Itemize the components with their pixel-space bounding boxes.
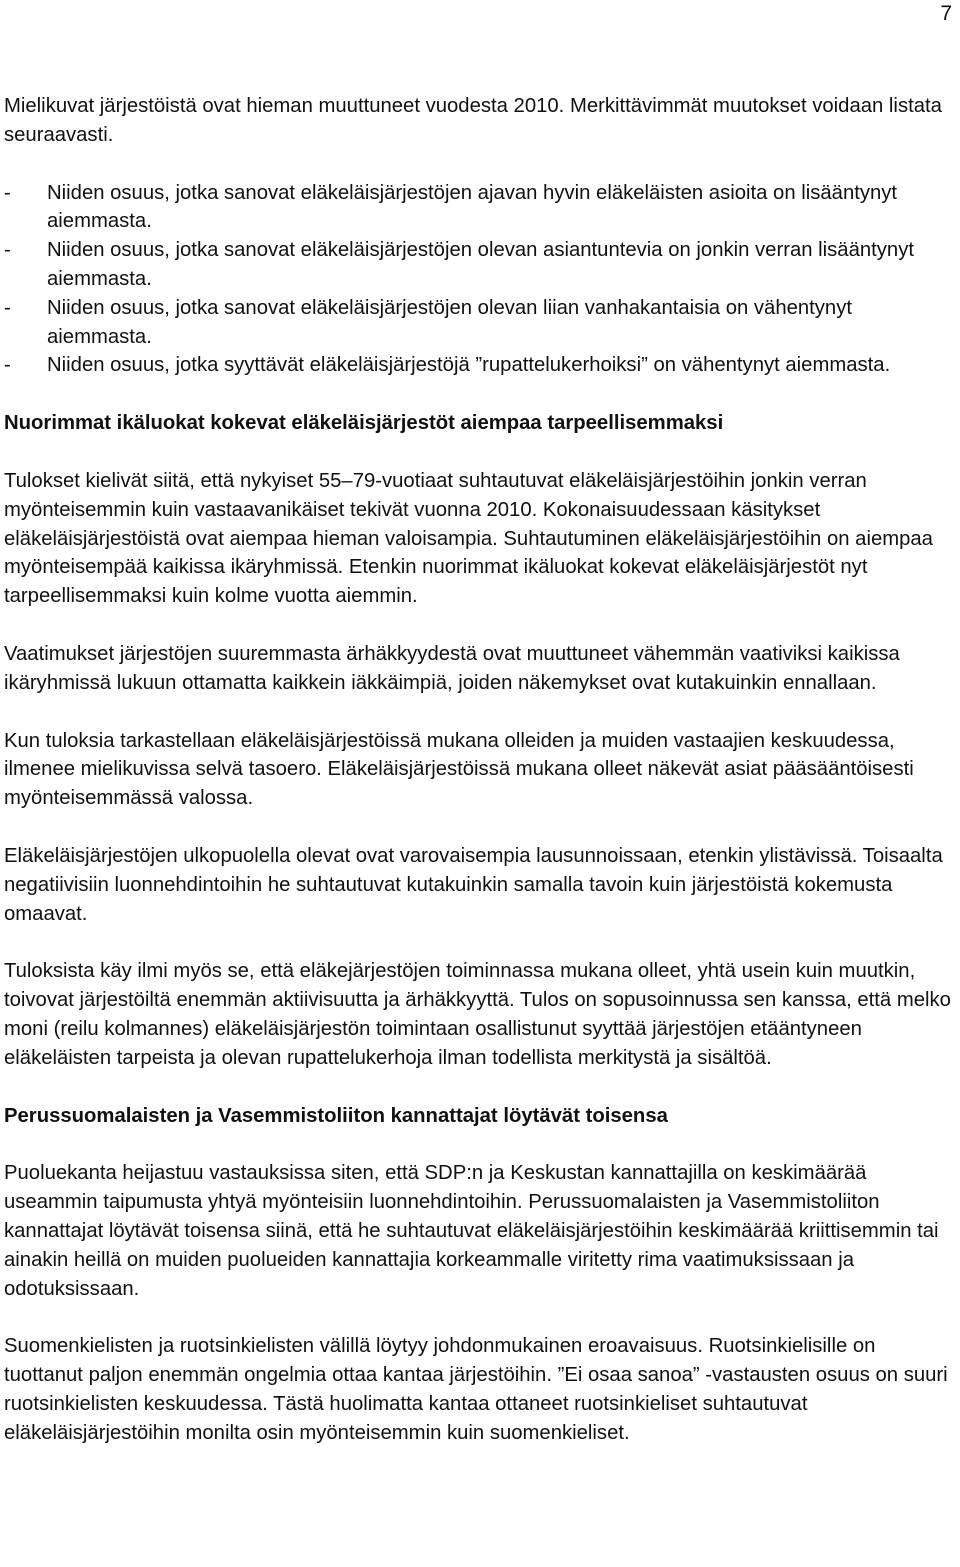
list-dash: -	[4, 239, 11, 262]
changes-list	[4, 179, 954, 381]
paragraph: Tulokset kielivät siitä, että nykyiset 55–79-vuotiaat suhtautuvat eläkeläisjärjestöihin jonkin verran myönteisemmin kuin vastaavanikäiset tekivät vuonna 2010. Kokonaisuudessaan käsitykset eläkeläisjärjestöistä ovat aiempaa hieman valoisampia. Suhtautuminen eläkeläisjärjestöihin on aiempaa myönteisempää kaikissa ikäryhmissä. Etenkin nuorimmat ikäluokat kokevat eläkeläisjärjestöt nyt tarpeellisemmaksi kuin kolme vuotta aiemmin.	[4, 469, 933, 608]
list-item-text: Niiden osuus, jotka sanovat eläkeläisjärjestöjen ajavan hyvin eläkeläisten asioita on lisääntynyt aiemmasta.	[47, 181, 898, 233]
page-number: 7	[940, 2, 952, 25]
paragraph: Vaatimukset järjestöjen suuremmasta ärhäkkyydestä ovat muuttuneet vähemmän vaativiksi kaikissa ikäryhmissä lukuun ottamatta kaikkein iäkkäimpiä, joiden näkemykset ovat kutakuinkin ennallaan.	[4, 642, 900, 694]
paragraph: Suomenkielisten ja ruotsinkielisten välillä löytyy johdonmukainen eroavaisuus. Ruotsinkielisille on tuottanut paljon enemmän ongelmia ottaa kantaa järjestöihin. ”Ei osaa sanoa” -vastausten osuus on suuri ruotsinkielisten keskuudessa. Tästä huolimatta kantaa ottaneet ruotsinkieliset suhtautuvat eläkeläisjärjestöihin monilta osin myönteisemmin kuin suomenkieliset.	[4, 1335, 948, 1444]
section-heading-party-support: Perussuomalaisten ja Vasemmistoliiton kannattajat löytävät toisensa	[4, 1104, 668, 1127]
list-item-text: Niiden osuus, jotka sanovat eläkeläisjärjestöjen olevan liian vanhakantaisia on vähentynyt aiemmasta.	[47, 296, 852, 348]
paragraph: Tuloksista käy ilmi myös se, että eläkejärjestöjen toiminnassa mukana olleet, yhtä usein kuin muutkin, toivovat järjestöiltä enemmän aktiivisuutta ja ärhäkkyyttä. Tulos on sopusoinnussa sen kanssa, että melko moni (reilu kolmannes) eläkeläisjärjestön toimintaan osallistunut syyttää järjestöjen etääntyneen eläkeläisten tarpeista ja olevan rupattelukerhoja ilman todellista merkitystä ja sisältöä.	[4, 960, 951, 1069]
paragraph: Puoluekanta heijastuu vastauksissa siten, että SDP:n ja Keskustan kannattajilla on keskimäärää useammin taipumusta yhtyä myönteisiin luonnehdintoihin. Perussuomalaisten ja Vasemmistoliiton kannattajat löytävät toisensa siinä, että he suhtautuvat eläkeläisjärjestöihin keskimäärää kriittisemmin tai ainakin heillä on muiden puolueiden kannattajia korkeammalle viritetty rima vaatimuksissaan ja odotuksissaan.	[4, 1162, 939, 1300]
list-item-text: Niiden osuus, jotka syyttävät eläkeläisjärjestöjä ”rupattelukerhoiksi” on vähentynyt aiemmasta.	[47, 354, 891, 377]
document-body	[4, 92, 954, 1476]
list-dash: -	[4, 181, 11, 204]
list-item	[4, 294, 954, 352]
list-dash: -	[4, 354, 11, 377]
list-dash: -	[4, 296, 11, 319]
list-item	[4, 179, 954, 237]
section-heading-age-groups: Nuorimmat ikäluokat kokevat eläkeläisjärjestöt aiempaa tarpeellisemmaksi	[4, 412, 724, 435]
list-item	[4, 236, 954, 294]
intro-paragraph: Mielikuvat järjestöistä ovat hieman muuttuneet vuodesta 2010. Merkittävimmät muutokset voidaan listata seuraavasti.	[4, 95, 942, 146]
paragraph: Eläkeläisjärjestöjen ulkopuolella olevat ovat varovaisempia lausunnoissaan, etenkin ylistävissä. Toisaalta negatiivisiin luonnehdintoihin he suhtautuvat kutakuinkin samalla tavoin kuin järjestöistä kokemusta omaavat.	[4, 844, 943, 925]
list-item-text: Niiden osuus, jotka sanovat eläkeläisjärjestöjen olevan asiantuntevia on jonkin verran lisääntynyt aiemmasta.	[47, 239, 914, 290]
paragraph: Kun tuloksia tarkastellaan eläkeläisjärjestöissä mukana olleiden ja muiden vastaajien keskuudessa, ilmenee mielikuvissa selvä tasoero. Eläkeläisjärjestöissä mukana olleet näkevät asiat pääsääntöisesti myönteisemmässä valossa.	[4, 729, 914, 810]
list-item	[4, 351, 954, 380]
